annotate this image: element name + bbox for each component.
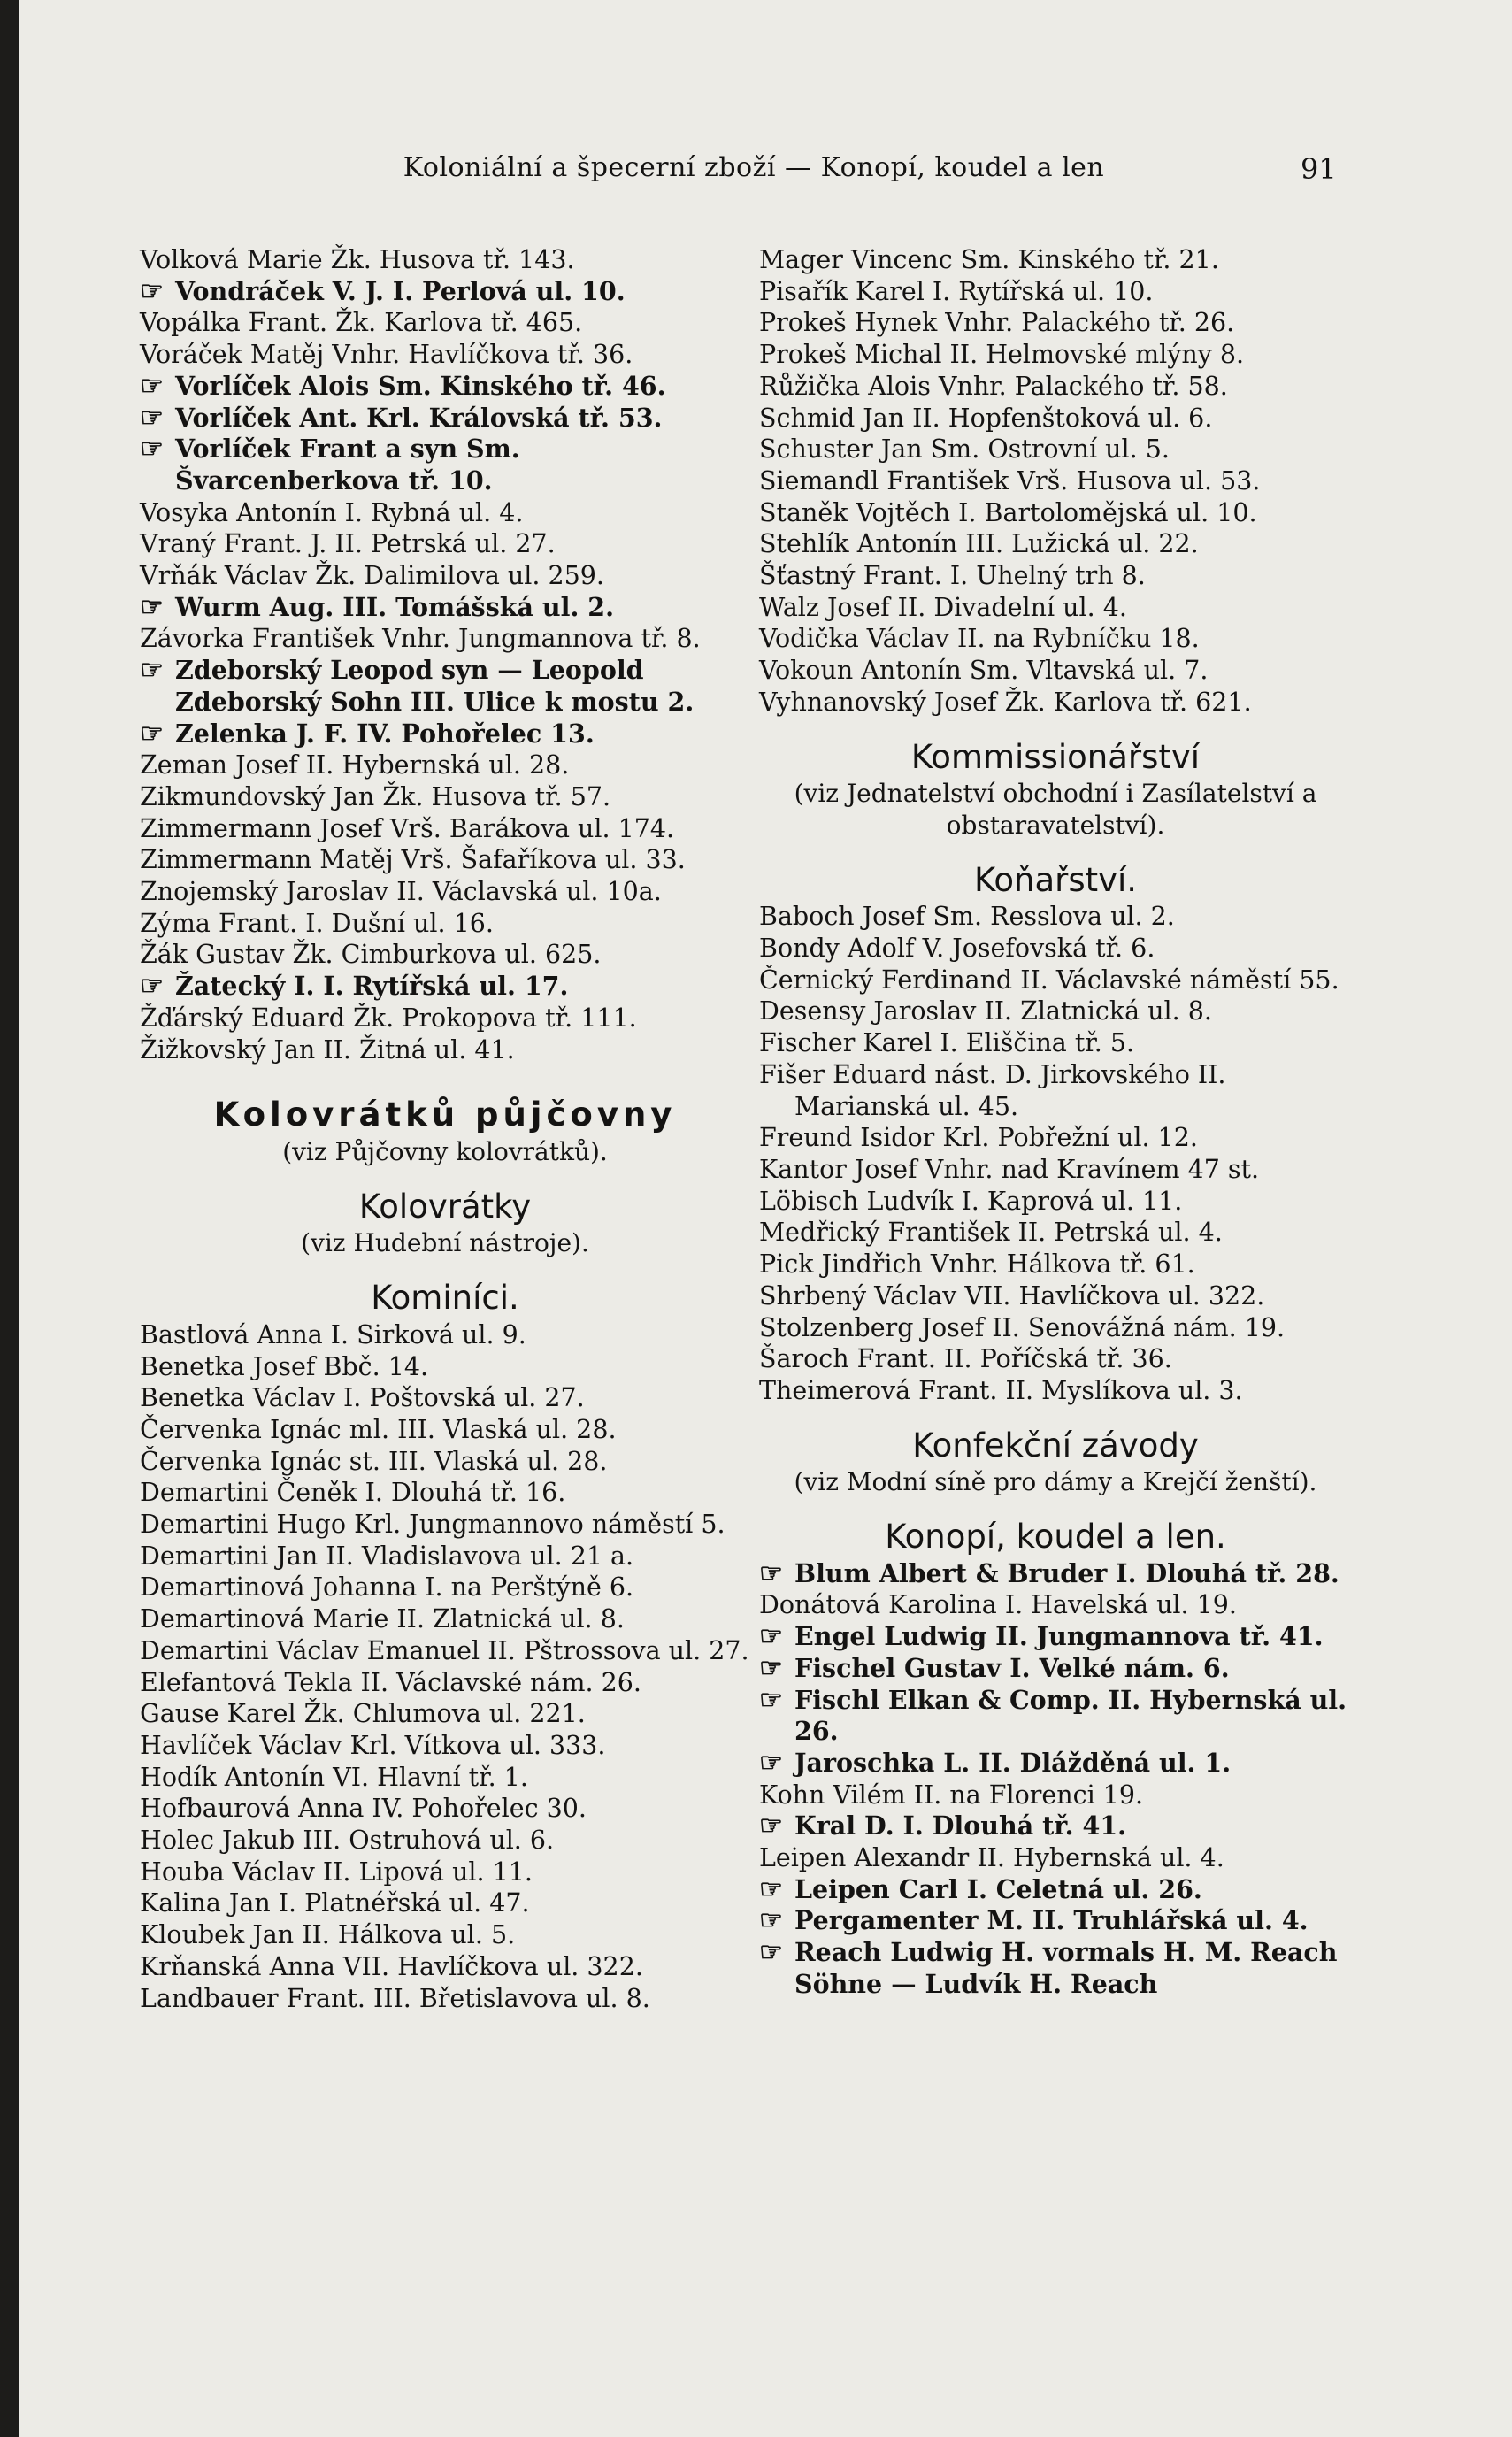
list-item: Leipen Alexandr II. Hybernská ul. 4.	[759, 1843, 1224, 1873]
list-item: Mager Vincenc Sm. Kinského tř. 21.	[759, 245, 1219, 274]
list-item: Vokoun Antonín Sm. Vltavská ul. 7.	[759, 656, 1209, 686]
list-item: Žák Gustav Žk. Cimburkova ul. 625.	[140, 940, 602, 970]
list-item: Bastlová Anna I. Sirková ul. 9.	[140, 1319, 526, 1349]
list-item: ☞ Reach Ludwig H. vormals H. M. Reach Söhne — Ludvík H. Reach	[759, 1937, 1352, 2000]
list-item: Vraný Frant. J. II. Petrská ul. 27.	[140, 529, 556, 559]
list-item: ☞ Fischel Gustav I. Velké nám. 6.	[759, 1653, 1352, 1685]
list-item: Bondy Adolf V. Josefovská tř. 6.	[759, 934, 1155, 964]
list-item: Zeman Josef II. Hybernská ul. 28.	[140, 750, 570, 780]
list-item: ☞ Pergamenter M. II. Truhlářská ul. 4.	[759, 1905, 1352, 1937]
list-item: ☞ Zdeborský Leopod syn — Leopold Zdeborský Sohn III. Ulice k mostu 2.	[140, 655, 750, 718]
list-item: Stolzenberg Josef II. Senovážná nám. 19.	[759, 1312, 1286, 1342]
list-item: Schmid Jan II. Hopfenštoková ul. 6.	[759, 403, 1213, 433]
list-item: Walz Josef II. Divadelní ul. 4.	[759, 592, 1127, 622]
section-heading-konfekcni: Konfekční závody	[912, 1426, 1199, 1465]
list-item: Vopálka Frant. Žk. Karlova tř. 465.	[140, 308, 583, 338]
list-item: Vosyka Antonín I. Rybná ul. 4.	[140, 497, 524, 527]
list-item: Vodička Václav II. na Rybníčku 18.	[759, 624, 1200, 654]
list-item: Stehlík Antonín III. Lužická ul. 22.	[759, 529, 1199, 559]
section-note-kommission: (viz Jednatelství obchodní i Zasílatelství a obstaravatelství).	[794, 779, 1317, 840]
list-item: Vyhnanovský Josef Žk. Karlova tř. 621.	[759, 687, 1252, 717]
list-item: Elefantová Tekla II. Václavské nám. 26.	[140, 1667, 641, 1697]
list-item: Demartini Čeněk I. Dlouhá tř. 16.	[140, 1478, 566, 1508]
list-item: Siemandl František Vrš. Husova ul. 53.	[759, 465, 1261, 496]
list-item: ☞ Engel Ludwig II. Jungmannova tř. 41.	[759, 1621, 1352, 1653]
left-entries-top	[140, 244, 750, 1065]
list-item: Růžička Alois Vnhr. Palackého tř. 58.	[759, 371, 1228, 401]
list-item: Theimerová Frant. II. Myslíkova ul. 3.	[759, 1375, 1243, 1405]
list-item: Červenka Ignác ml. III. Vlaská ul. 28.	[140, 1414, 617, 1444]
list-item: ☞ Fischl Elkan & Comp. II. Hybernská ul. 26.	[759, 1685, 1352, 1748]
list-item: Medřický František II. Petrská ul. 4.	[759, 1218, 1223, 1248]
list-item: ☞ Kral D. I. Dlouhá tř. 41.	[759, 1810, 1352, 1842]
list-item: Demartini Hugo Krl. Jungmannovo náměstí 5.	[140, 1510, 725, 1540]
section-heading-konarstvi: Koňařství.	[973, 860, 1138, 899]
list-item: Žižkovský Jan II. Žitná ul. 41.	[140, 1034, 515, 1065]
list-item: Krňanská Anna VII. Havlíčkova ul. 322.	[140, 1951, 643, 1981]
section-note-kolovratku: (viz Půjčovny kolovrátků).	[282, 1136, 608, 1166]
list-item: Pick Jindřich Vnhr. Hálkova tř. 61.	[759, 1249, 1195, 1280]
konarstvi-list	[759, 901, 1352, 1406]
list-item: Donátová Karolina I. Havelská ul. 19.	[759, 1590, 1237, 1620]
list-item: Freund Isidor Krl. Pobřežní ul. 12.	[759, 1123, 1198, 1153]
list-item: Kalina Jan I. Platnéřská ul. 47.	[140, 1888, 530, 1918]
list-item: Zýma Frant. I. Dušní ul. 16.	[140, 908, 494, 938]
section-heading-kolovratky: Kolovrátky	[358, 1187, 532, 1226]
list-item: Shrbený Václav VII. Havlíčkova ul. 322.	[759, 1280, 1265, 1311]
list-item: Löbisch Ludvík I. Kaprová ul. 11.	[759, 1186, 1183, 1216]
list-item: Demartinová Johanna I. na Perštýně 6.	[140, 1572, 634, 1603]
list-item: ☞ Wurm Aug. III. Tomášská ul. 2.	[140, 592, 750, 624]
section-heading-kommission: Kommissionářství	[910, 737, 1201, 776]
list-item: Hodík Antonín VI. Hlavní tř. 1.	[140, 1762, 528, 1792]
list-item: Kantor Josef Vnhr. nad Kravínem 47 st.	[759, 1154, 1260, 1184]
section-heading-kolovratku: Kolovrátků půjčovny	[213, 1095, 677, 1134]
list-item: Benetka Václav I. Poštovská ul. 27.	[140, 1383, 585, 1413]
list-item: Demartini Václav Emanuel II. Pštrossova ul. 27.	[140, 1635, 749, 1665]
section-note-kolovratky: (viz Hudební nástroje).	[301, 1228, 589, 1258]
kominici-list	[140, 1319, 750, 2014]
list-item: ☞ Žatecký I. I. Rytířská ul. 17.	[140, 971, 750, 1003]
list-item: Prokeš Hynek Vnhr. Palackého tř. 26.	[759, 308, 1235, 338]
list-item: Gause Karel Žk. Chlumova ul. 221.	[140, 1699, 586, 1729]
list-item: Zikmundovský Jan Žk. Husova tř. 57.	[140, 781, 611, 811]
list-item: Desensy Jaroslav II. Zlatnická ul. 8.	[759, 996, 1212, 1026]
list-item: ☞ Vorlíček Frant a syn Sm. Švarcenberkova tř. 10.	[140, 434, 750, 496]
directory-page	[19, 0, 1512, 2437]
list-item: Zimmermann Matěj Vrš. Šafaříkova ul. 33.	[140, 845, 686, 875]
list-item: Benetka Josef Bbč. 14.	[140, 1351, 429, 1381]
list-item: Znojemský Jaroslav II. Václavská ul. 10a.	[140, 877, 662, 907]
running-head: Koloniální a špecerní zboží — Konopí, koudel a len	[403, 152, 1105, 183]
list-item: Závorka František Vnhr. Jungmannova tř. 8.	[140, 624, 701, 654]
list-item: ☞ Zelenka J. F. IV. Pohořelec 13.	[140, 719, 750, 750]
list-item: Fišer Eduard nást. D. Jirkovského II. Marianská ul. 45.	[759, 1059, 1226, 1121]
list-item: ☞ Leipen Carl I. Celetná ul. 26.	[759, 1874, 1352, 1906]
section-heading-kominici: Kominíci.	[371, 1279, 519, 1318]
list-item: Hofbaurová Anna IV. Pohořelec 30.	[140, 1794, 587, 1824]
list-item: ☞ Vondráček V. J. I. Perlová ul. 10.	[140, 276, 750, 308]
right-column	[759, 244, 1352, 2001]
list-item: Červenka Ignác st. III. Vlaská ul. 28.	[140, 1446, 608, 1476]
list-item: Šťastný Frant. I. Uhelný trh 8.	[759, 561, 1146, 591]
left-column	[140, 244, 750, 2014]
section-note-konfekcni: (viz Modní síně pro dámy a Krejčí ženští).	[794, 1467, 1317, 1497]
list-item: Vrňák Václav Žk. Dalimilova ul. 259.	[140, 561, 604, 591]
list-item: Havlíček Václav Krl. Vítkova ul. 333.	[140, 1730, 606, 1760]
list-item: Prokeš Michal II. Helmovské mlýny 8.	[759, 340, 1245, 370]
list-item: Šaroch Frant. II. Poříčská tř. 36.	[759, 1344, 1172, 1374]
list-item: Schuster Jan Sm. Ostrovní ul. 5.	[759, 434, 1170, 465]
list-item: Demartini Jan II. Vladislavova ul. 21 a.	[140, 1541, 634, 1571]
konopi-list	[759, 1558, 1352, 2001]
list-item: Kohn Vilém II. na Florenci 19.	[759, 1780, 1144, 1810]
list-item: Voráček Matěj Vnhr. Havlíčkova tř. 36.	[140, 340, 633, 370]
list-item: Staněk Vojtěch I. Bartolomějská ul. 10.	[759, 497, 1257, 527]
list-item: Baboch Josef Sm. Resslova ul. 2.	[759, 902, 1175, 932]
list-item: Zimmermann Josef Vrš. Barákova ul. 174.	[140, 813, 675, 843]
list-item: Fischer Karel I. Eliščina tř. 5.	[759, 1028, 1135, 1058]
list-item: Volková Marie Žk. Husova tř. 143.	[140, 245, 575, 274]
list-item: ☞ Vorlíček Alois Sm. Kinského tř. 46.	[140, 371, 750, 403]
list-item: Landbauer Frant. III. Břetislavova ul. 8.	[140, 1983, 650, 2013]
section-heading-konopi: Konopí, koudel a len.	[885, 1518, 1226, 1557]
list-item: Černický Ferdinand II. Václavské náměstí 55.	[759, 965, 1339, 995]
list-item: Kloubek Jan II. Hálkova ul. 5.	[140, 1920, 516, 1950]
list-item: ☞ Blum Albert & Bruder I. Dlouhá tř. 28.	[759, 1558, 1352, 1590]
list-item: ☞ Jaroschka L. II. Dlážděná ul. 1.	[759, 1748, 1352, 1780]
right-entries-top	[759, 244, 1352, 719]
list-item: Pisařík Karel I. Rytířská ul. 10.	[759, 276, 1154, 306]
list-item: ☞ Vorlíček Ant. Krl. Královská tř. 53.	[140, 403, 750, 434]
list-item: Holec Jakub III. Ostruhová ul. 6.	[140, 1826, 555, 1856]
list-item: Demartinová Marie II. Zlatnická ul. 8.	[140, 1604, 625, 1634]
list-item: Žďárský Eduard Žk. Prokopova tř. 111.	[140, 1003, 637, 1033]
page-number: 91	[1301, 152, 1337, 186]
list-item: Houba Václav II. Lipová ul. 11.	[140, 1857, 533, 1887]
